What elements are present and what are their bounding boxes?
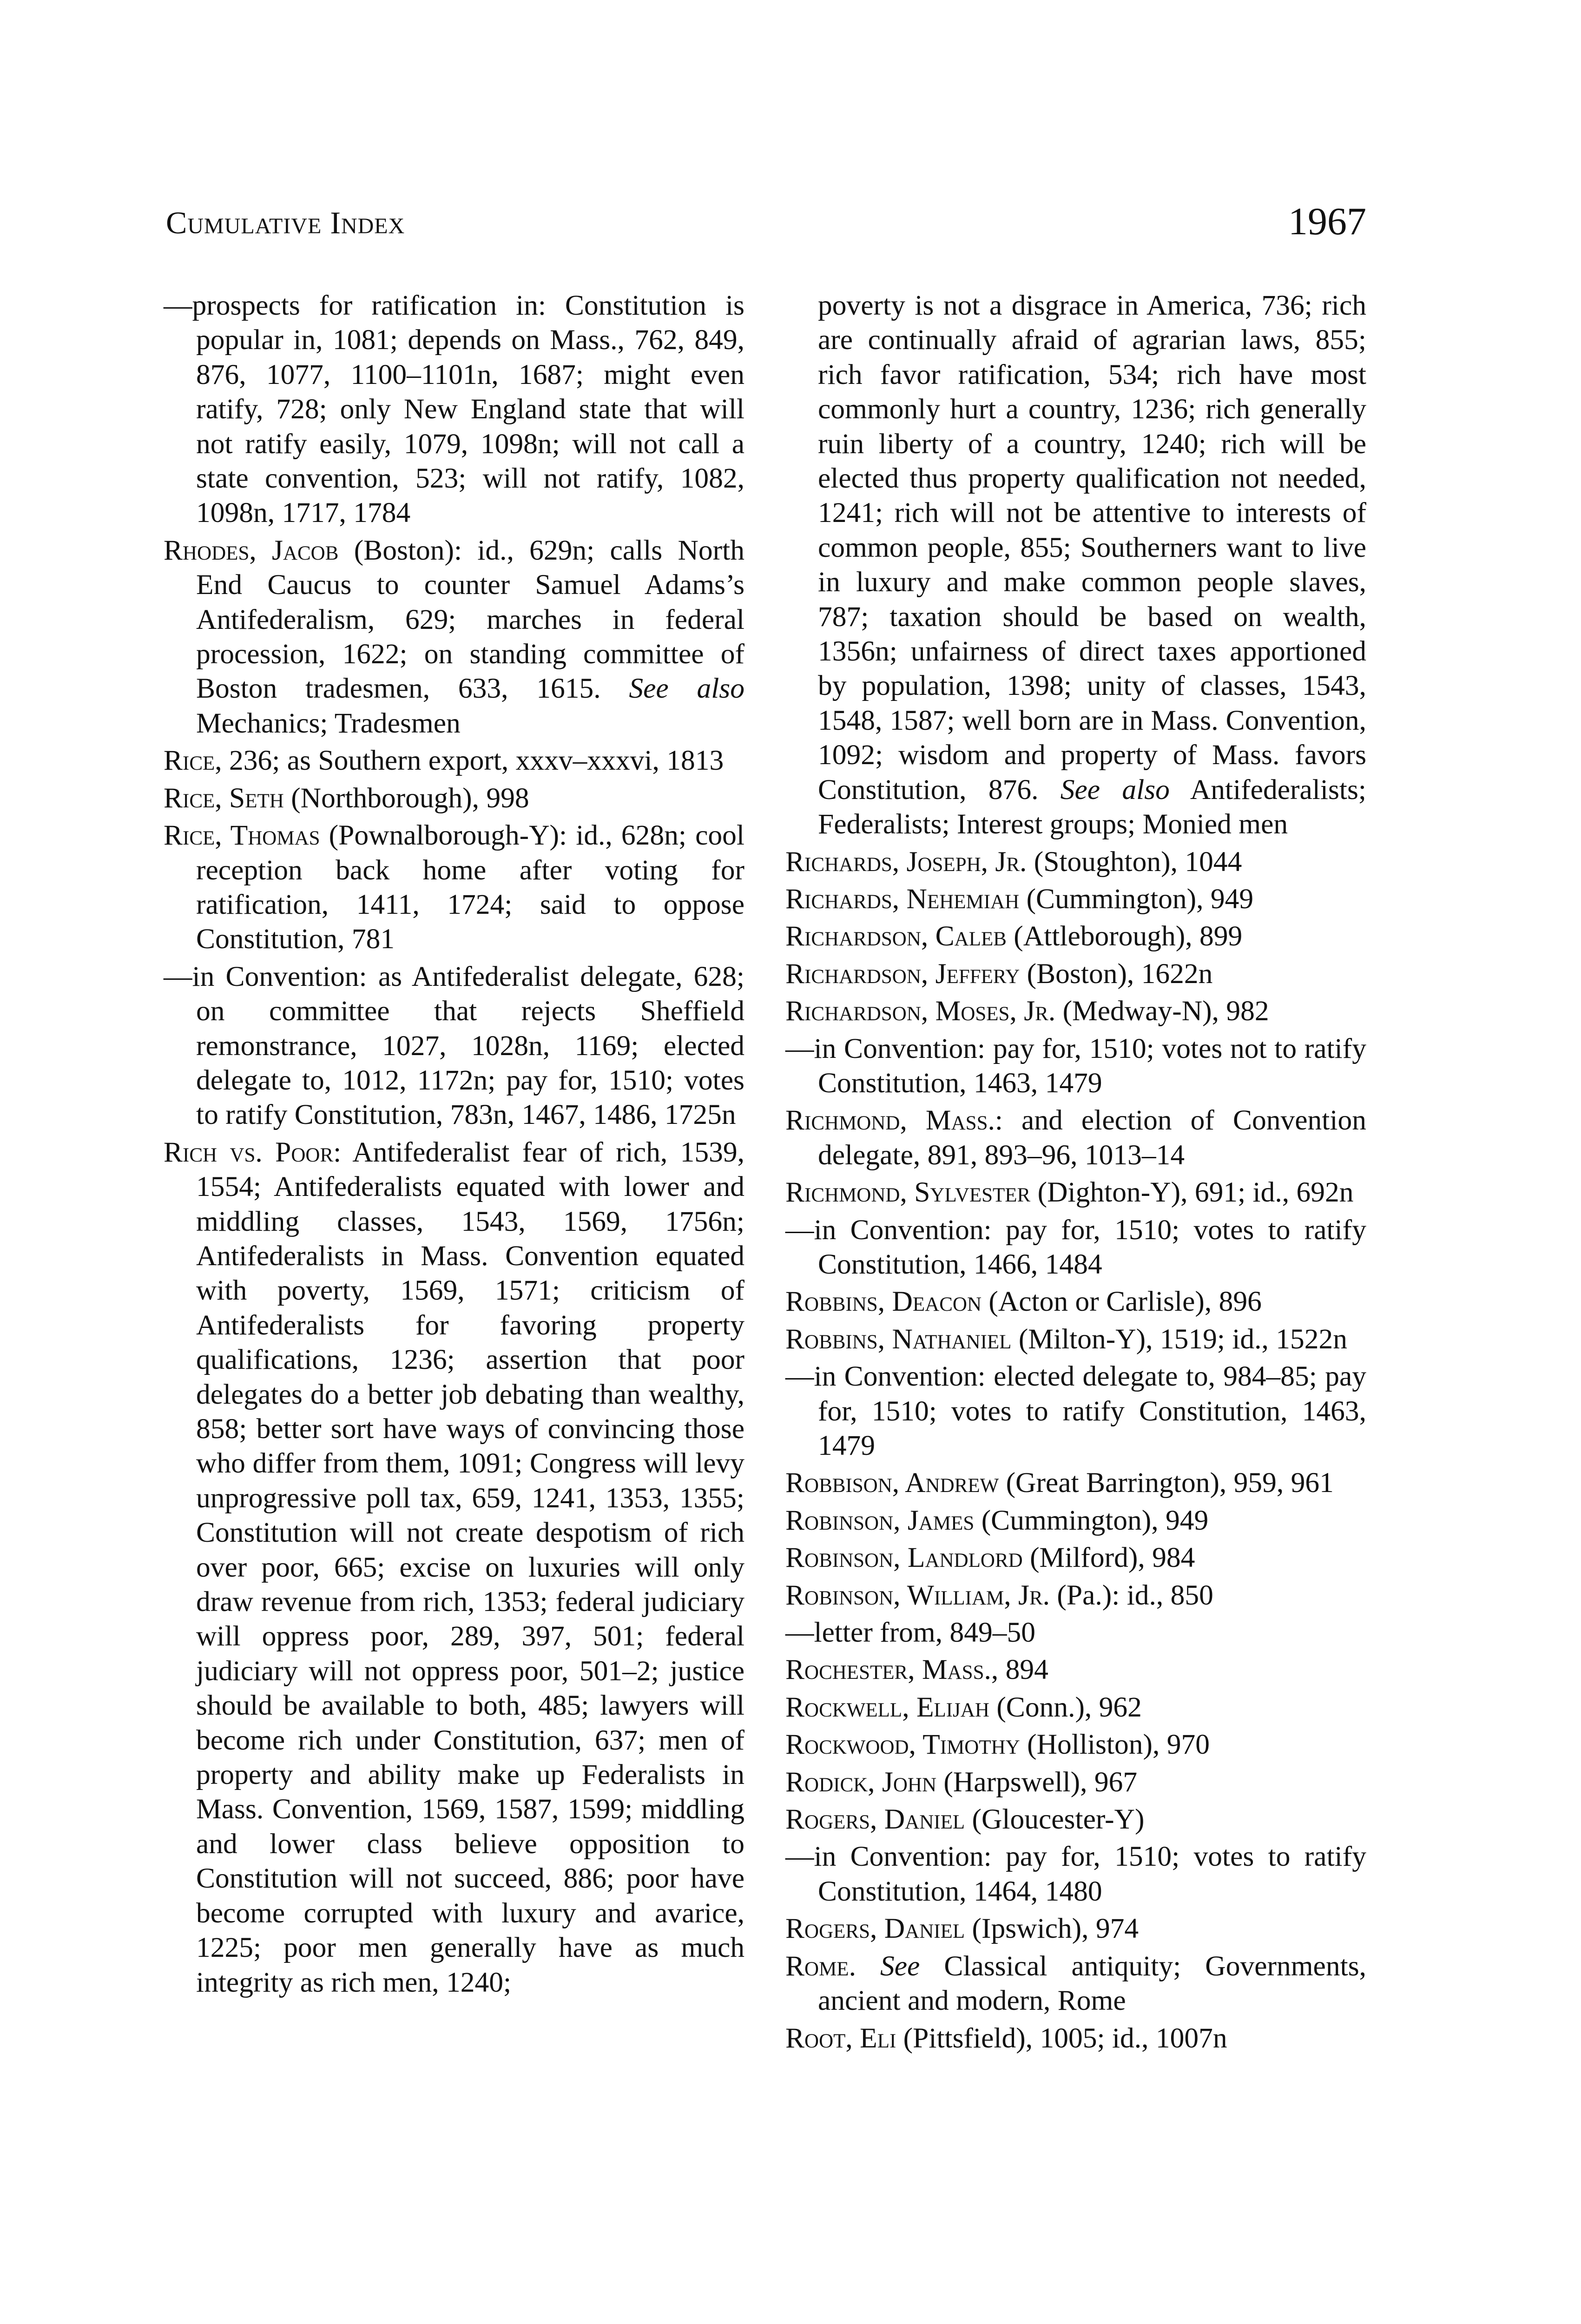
entry-text: (Harpswell), 967: [936, 1766, 1138, 1798]
entry-text: —in Convention: elected delegate to, 984–85; pay for, 1510; votes to ratify Constitution, 1463, 1479: [785, 1360, 1366, 1461]
entry-text: —in Convention: as Antifederalist delegate, 628; on committee that rejects Sheffield remonstrance, 1027, 1028n, 1169; elected delegate to, 1012, 1172n; pay for, 1510; votes to ratify Constitution, 783n, 1467, 1486, 1725n: [164, 960, 744, 1131]
entry-text: —prospects for ratification in: Constitution is popular in, 1081; depends on Mass., 762, 849, 876, 1077, 1100–1101n, 1687; might even ratify, 728; only New England state that will not ratify easily, 1079, 1098n; will not call a state convention, 523; will not ratify, 1082, 1098n, 1717, 1784: [164, 290, 744, 529]
index-entry: [785, 845, 1366, 879]
entry-heading: Robinson, William, Jr.: [785, 1579, 1050, 1611]
index-subentry: [785, 1359, 1366, 1463]
entry-text: : and election of Convention delegate, 891, 893–96, 1013–14: [818, 1104, 1366, 1171]
entry-text: (Pittsfield), 1005; id., 1007n: [896, 2022, 1227, 2054]
entry-text: —in Convention: pay for, 1510; votes to ratify Constitution, 1466, 1484: [785, 1214, 1366, 1280]
entry-text: (Cummington), 949: [974, 1504, 1209, 1536]
index-entry: [785, 882, 1366, 916]
entry-text: (Dighton-Y), 691; id., 692n: [1030, 1176, 1354, 1208]
left-column: [164, 288, 744, 2002]
entry-text: , 894: [991, 1654, 1048, 1686]
entry-text: —in Convention: pay for, 1510; votes to ratify Constitution, 1464, 1480: [785, 1841, 1366, 1907]
entry-text: (Holliston), 970: [1020, 1729, 1210, 1761]
entry-heading: Rice: [164, 745, 215, 777]
entry-heading: Rogers, Daniel: [785, 1803, 965, 1835]
page-number: 1967: [1288, 200, 1366, 243]
index-entry: [785, 1802, 1366, 1836]
entry-heading: Robbins, Nathaniel: [785, 1323, 1012, 1355]
entry-text: (Pownalborough-Y): id., 628n; cool reception back home after voting for ratification, 1411, 1724; said to oppose Constitution, 781: [196, 819, 744, 955]
cross-reference-targets: Classical antiquity; Governments, ancient and modern, Rome: [818, 1950, 1366, 2017]
entry-heading: Rockwood, Timothy: [785, 1729, 1020, 1761]
entry-text: , 236; as Southern export, xxxv–xxxvi, 1813: [215, 745, 724, 777]
entry-heading: Rochester, Mass.: [785, 1654, 991, 1686]
entry-text: (Great Barrington), 959, 961: [999, 1467, 1334, 1499]
entry-heading: Rice, Seth: [164, 782, 284, 814]
entry-heading: Richards, Nehemiah: [785, 883, 1020, 915]
index-entry: [785, 1466, 1366, 1500]
entry-text: : Antifederalist fear of rich, 1539, 1554; Antifederalists equated with lower and middling classes, 1543, 1569, 1756n; Antifederalists in Mass. Convention equated with poverty, 1569, 1571; criticism of Antifederalists for favoring property qualifications, 1236; assertion that poor delegates do a better job debating than wealthy, 858; better sort have ways of convincing those who differ from them, 1091; Congress will levy unprogressive poll tax, 659, 1241, 1353, 1355; Constitution will not create despotism of rich over poor, 665; excise on luxuries will only draw revenue from rich, 1353; federal judiciary will oppress poor, 289, 397, 501; federal judiciary will not oppress poor, 501–2; justice should be available to both, 485; lawyers will become rich under Constitution, 637; men of property and ability make up Federalists in Mass. Convention, 1569, 1587, 1599; middling and lower class believe opposition to Constitution will not succeed, 886; poor have become corrupted with luxury and avarice, 1225; poor men generally have as much integrity as rich men, 1240;: [196, 1136, 744, 1998]
entry-heading: Robinson, Landlord: [785, 1542, 1023, 1574]
entry-text: (Gloucester-Y): [965, 1803, 1145, 1835]
entry-text: (Milton-Y), 1519; id., 1522n: [1011, 1323, 1348, 1355]
index-subentry: [164, 959, 744, 1132]
index-entry: [785, 1540, 1366, 1575]
index-subentry: [164, 288, 744, 530]
index-entry: [785, 1578, 1366, 1612]
entry-heading: Richmond, Sylvester: [785, 1176, 1031, 1208]
index-subentry: [785, 288, 1366, 842]
index-entry: [785, 1284, 1366, 1319]
entry-heading: Richardson, Moses, Jr.: [785, 995, 1056, 1027]
cross-reference-targets: Mechanics; Tradesmen: [196, 707, 461, 739]
index-entry: [785, 1175, 1366, 1209]
entry-heading: Richmond, Mass.: [785, 1104, 995, 1136]
right-column: [785, 288, 1366, 2058]
index-entry: [785, 1322, 1366, 1356]
entry-heading: Robbins, Deacon: [785, 1286, 982, 1318]
entry-heading: Root, Eli: [785, 2022, 896, 2054]
index-entry: [785, 2021, 1366, 2055]
index-entry: [785, 1765, 1366, 1799]
cross-reference-label: See also: [629, 673, 744, 705]
entry-text: (Stoughton), 1044: [1027, 845, 1242, 878]
entry-heading: Rodick, John: [785, 1766, 937, 1798]
entry-text: —letter from, 849–50: [785, 1617, 1036, 1649]
entry-text: (Boston), 1622n: [1020, 957, 1213, 990]
cross-reference-label: See: [880, 1950, 920, 1982]
index-entry: [164, 818, 744, 957]
cross-reference-targets: Antifederalists; Federalists; Interest groups; Monied men: [818, 773, 1366, 840]
entry-text: poverty is not a disgrace in America, 736; rich are continually afraid of agrarian laws, 855; rich favor ratification, 534; rich have most commonly hurt a country, 1236; rich generally ruin liberty of a country, 1240; rich will be elected thus property qualification not needed, 1241; rich will not be attentive to interests of common people, 855; Southerners want to live in luxury and make common people slaves, 787; taxation should be based on wealth, 1356n; unfairness of direct taxes apportioned by population, 1398; unity of classes, 1543, 1548, 1587; well born are in Mass. Convention, 1092; wisdom and property of Mass. favors Constitution, 876.: [818, 290, 1366, 805]
entry-text: (Cummington), 949: [1019, 883, 1254, 915]
entry-text: (Medway-N), 982: [1055, 995, 1269, 1027]
entry-heading: Richards, Joseph, Jr.: [785, 845, 1027, 878]
index-entry: [785, 1652, 1366, 1687]
index-entry: [164, 781, 744, 815]
cross-reference-label: See also: [1060, 773, 1170, 805]
index-entry: [785, 919, 1366, 953]
index-entry: [785, 1911, 1366, 1946]
index-subentry: [785, 1213, 1366, 1282]
index-entry: [785, 994, 1366, 1028]
entry-heading: Robbison, Andrew: [785, 1467, 999, 1499]
entry-text: (Ipswich), 974: [965, 1913, 1139, 1945]
entry-text: .: [849, 1950, 881, 1982]
index-entry: [164, 743, 744, 778]
entry-heading: Rich vs. Poor: [164, 1136, 334, 1168]
entry-heading: Richardson, Caleb: [785, 920, 1007, 952]
entry-text: (Boston): id., 629n; calls North End Caucus to counter Samuel Adams’s Antifederalism, 629; marches in federal procession, 1622; on standing committee of Boston tradesmen, 633, 1615.: [196, 534, 744, 705]
entry-heading: Rome: [785, 1950, 849, 1982]
running-head: [166, 200, 1366, 251]
index-entry: [785, 1727, 1366, 1762]
running-head-title: Cumulative Index: [166, 205, 405, 240]
entry-heading: Rogers, Daniel: [785, 1913, 965, 1945]
entry-heading: Richardson, Jeffery: [785, 957, 1020, 990]
entry-text: (Acton or Carlisle), 896: [982, 1286, 1262, 1318]
entry-text: (Attleborough), 899: [1006, 920, 1243, 952]
index-subentry: [785, 1615, 1366, 1650]
index-subentry: [785, 1839, 1366, 1908]
entry-text: (Milford), 984: [1022, 1542, 1195, 1574]
entry-text: (Pa.): id., 850: [1050, 1579, 1213, 1611]
entry-heading: Rice, Thomas: [164, 819, 320, 852]
index-entry: [785, 1103, 1366, 1172]
entry-text: (Northborough), 998: [283, 782, 529, 814]
entry-heading: Rockwell, Elijah: [785, 1691, 989, 1723]
entry-text: (Conn.), 962: [989, 1691, 1142, 1723]
entry-heading: Rhodes, Jacob: [164, 534, 339, 566]
entry-text: —in Convention: pay for, 1510; votes not to ratify Constitution, 1463, 1479: [785, 1032, 1366, 1099]
index-subentry: [785, 1031, 1366, 1101]
index-entry: [164, 533, 744, 740]
entry-heading: Robinson, James: [785, 1504, 975, 1536]
index-entry: [785, 1949, 1366, 2018]
index-entry: [785, 1503, 1366, 1538]
index-entry: [164, 1135, 744, 2000]
index-entry: [785, 1690, 1366, 1724]
index-entry: [785, 957, 1366, 991]
